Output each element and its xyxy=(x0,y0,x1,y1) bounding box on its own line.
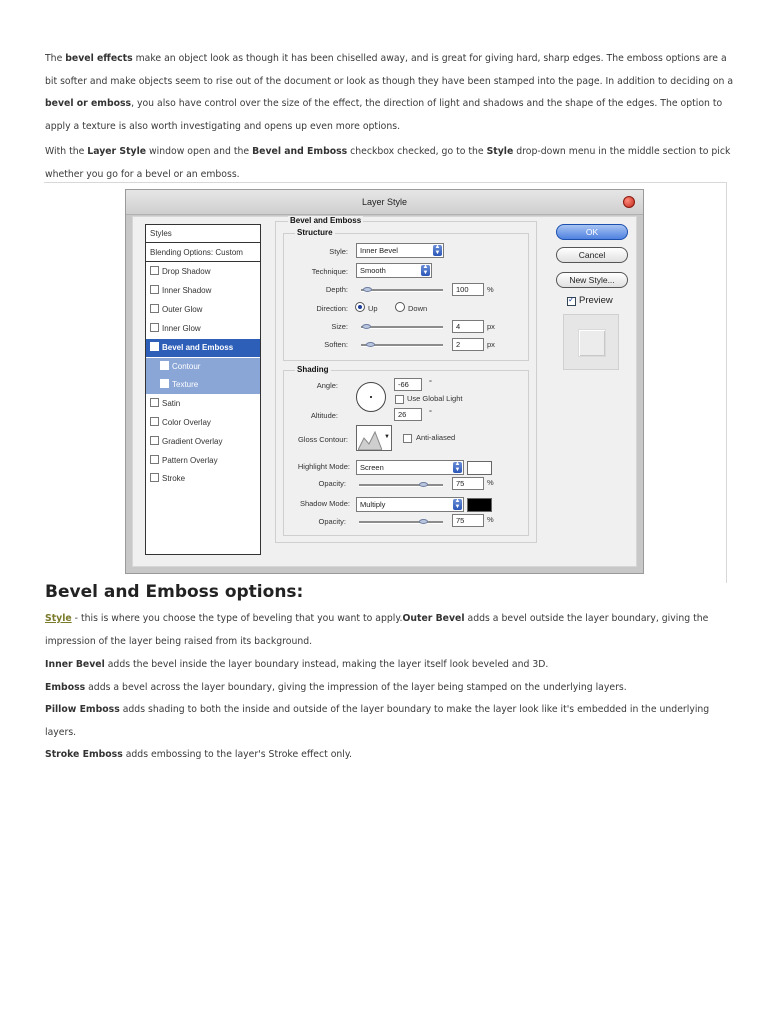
angle-input[interactable]: -66 xyxy=(394,378,422,391)
preview-checkbox[interactable] xyxy=(567,297,576,306)
contour-curve-icon xyxy=(358,426,382,450)
highlight-opacity-thumb[interactable] xyxy=(419,482,428,487)
effect-item-bevel-emboss[interactable]: Bevel and Emboss xyxy=(146,339,260,357)
effect-item-texture[interactable]: Texture xyxy=(146,376,260,394)
checkbox-icon[interactable] xyxy=(150,323,159,332)
highlight-mode-select[interactable]: Screen ▲ ▼ xyxy=(356,460,464,475)
section-title: Bevel and Emboss xyxy=(290,216,362,225)
stroke-emboss-paragraph: Stroke Emboss adds embossing to the layer's Stroke effect only. xyxy=(45,749,352,760)
checkbox-icon[interactable] xyxy=(150,266,159,275)
effect-item-gradient-overlay[interactable]: Gradient Overlay xyxy=(146,433,260,451)
shadow-opacity-thumb[interactable] xyxy=(419,519,428,524)
effect-item-inner-shadow[interactable]: Inner Shadow xyxy=(146,282,260,300)
checkbox-icon[interactable] xyxy=(150,417,159,426)
anti-aliased-checkbox[interactable] xyxy=(403,434,412,443)
global-light-label: Use Global Light xyxy=(407,394,463,403)
technique-select[interactable]: Smooth ▲ ▼ xyxy=(356,263,432,278)
soften-slider-thumb[interactable] xyxy=(366,342,375,347)
pillow-emboss-paragraph: Pillow Emboss adds shading to both the inside and outside of the layer boundary to make the layer look like it's embedded in the underlying layers. xyxy=(45,704,710,738)
text-run: make an object look as though it has been chiselled away, and is great for giving hard, sharp edges. The emboss options are a bit softer and make objects seem to rise out of the document or look as though they have been stamped into the page. In addition to deciding on a xyxy=(45,53,734,87)
text-run: The xyxy=(45,53,66,64)
layer-style-dialog xyxy=(125,189,644,574)
depth-input[interactable]: 100 xyxy=(452,283,484,296)
updown-arrow-icon: ▲ ▼ xyxy=(434,244,441,256)
style-label: Style: xyxy=(329,247,348,256)
updown-arrow-icon: ▲ ▼ xyxy=(422,264,429,276)
effect-item-color-overlay[interactable]: Color Overlay xyxy=(146,414,260,432)
pillow-emboss-term: Pillow Emboss xyxy=(45,704,120,715)
bold-term: bevel or emboss xyxy=(45,98,132,109)
angle-label: Angle: xyxy=(316,381,338,390)
cancel-button[interactable]: Cancel xyxy=(556,247,628,263)
technique-label: Technique: xyxy=(311,267,348,276)
checkbox-checked-icon[interactable] xyxy=(150,342,159,351)
effect-item-outer-glow[interactable]: Outer Glow xyxy=(146,301,260,319)
shadow-opacity-label: Opacity: xyxy=(318,517,346,526)
intro-paragraph-1 xyxy=(45,48,735,138)
effect-item-stroke[interactable]: Stroke xyxy=(146,470,260,488)
direction-label: Direction: xyxy=(316,304,348,313)
bold-term: Style xyxy=(486,146,514,157)
size-input[interactable]: 4 xyxy=(452,320,484,333)
highlight-color-swatch[interactable] xyxy=(467,461,492,475)
outer-bevel-term: Outer Bevel xyxy=(402,613,465,624)
soften-label: Soften: xyxy=(324,340,348,349)
checkbox-icon[interactable] xyxy=(150,473,159,482)
shadow-mode-select[interactable]: Multiply ▲ ▼ xyxy=(356,497,464,512)
emboss-term: Emboss xyxy=(45,682,86,693)
depth-slider[interactable] xyxy=(361,289,443,292)
ok-button[interactable]: OK xyxy=(556,224,628,240)
size-slider-thumb[interactable] xyxy=(362,324,371,329)
effect-item-pattern-overlay[interactable]: Pattern Overlay xyxy=(146,452,260,470)
dropdown-arrow-icon: ▼ xyxy=(384,434,390,440)
preview-label: Preview xyxy=(579,295,613,306)
updown-arrow-icon: ▲ ▼ xyxy=(454,498,461,510)
checkmark-icon: ✓ xyxy=(568,295,575,304)
angle-unit: ° xyxy=(429,378,432,387)
angle-dial[interactable] xyxy=(356,382,386,412)
dialog-body xyxy=(132,216,637,567)
effect-item-contour[interactable]: Contour xyxy=(146,358,260,376)
bold-term: bevel effects xyxy=(65,53,133,64)
emboss-paragraph: Emboss adds a bevel across the layer boundary, giving the impression of the layer being stamped on the underlying layers. xyxy=(45,682,627,693)
checkbox-icon[interactable] xyxy=(150,285,159,294)
shadow-mode-label: Shadow Mode: xyxy=(299,499,350,508)
shadow-color-swatch[interactable] xyxy=(467,498,492,512)
depth-slider-thumb[interactable] xyxy=(363,287,372,292)
soften-unit: px xyxy=(487,340,495,349)
options-heading: Bevel and Emboss options: xyxy=(45,582,304,602)
altitude-unit: ° xyxy=(429,408,432,417)
gloss-contour-picker[interactable] xyxy=(356,425,392,451)
checkbox-icon[interactable] xyxy=(150,398,159,407)
size-unit: px xyxy=(487,322,495,331)
size-label: Size: xyxy=(331,322,348,331)
shading-title: Shading xyxy=(297,365,329,374)
shadow-opacity-unit: % xyxy=(487,515,494,524)
inner-bevel-term: Inner Bevel xyxy=(45,659,105,670)
checkbox-icon[interactable] xyxy=(160,361,169,370)
stroke-emboss-term: Stroke Emboss xyxy=(45,749,123,760)
altitude-input[interactable]: 26 xyxy=(394,408,422,421)
checkbox-icon[interactable] xyxy=(160,379,169,388)
effect-item-satin[interactable]: Satin xyxy=(146,395,260,413)
highlight-opacity-slider[interactable] xyxy=(359,484,443,487)
styles-header[interactable]: Styles xyxy=(146,225,260,243)
inner-bevel-paragraph: Inner Bevel adds the bevel inside the layer boundary instead, making the layer itself look beveled and 3D. xyxy=(45,659,549,670)
text-run: checkbox checked, go to the xyxy=(347,146,487,157)
updown-arrow-icon: ▲ ▼ xyxy=(454,461,461,473)
highlight-opacity-label: Opacity: xyxy=(318,479,346,488)
effect-item-inner-glow[interactable]: Inner Glow xyxy=(146,320,260,338)
text-run: , you also have control over the size of the effect, the direction of light and shadows and the shape of the edges. The option to apply a texture is also worth investigating and opens up even more options. xyxy=(45,98,723,132)
highlight-opacity-input[interactable]: 75 xyxy=(452,477,484,490)
direction-up-radio[interactable] xyxy=(355,302,365,312)
new-style-button[interactable]: New Style... xyxy=(556,272,628,288)
style-link[interactable]: Style xyxy=(45,613,72,624)
direction-down-label: Down xyxy=(408,304,428,313)
blending-options-item[interactable]: Blending Options: Custom xyxy=(146,244,260,262)
direction-down-radio[interactable] xyxy=(395,302,405,312)
preview-swatch xyxy=(578,329,606,357)
effect-item-drop-shadow[interactable]: Drop Shadow xyxy=(146,263,260,281)
checkbox-icon[interactable] xyxy=(150,455,159,464)
size-slider[interactable] xyxy=(361,326,443,329)
anti-aliased-label: Anti-aliased xyxy=(416,433,456,442)
checkbox-icon[interactable] xyxy=(150,304,159,313)
shadow-opacity-slider[interactable] xyxy=(359,521,443,524)
bold-term: Bevel and Emboss xyxy=(252,146,348,157)
text-run: window open and the xyxy=(146,146,253,157)
preview-thumbnail xyxy=(563,314,619,370)
depth-unit: % xyxy=(487,285,494,294)
depth-label: Depth: xyxy=(325,285,348,294)
close-icon[interactable] xyxy=(623,196,635,208)
bold-term: Layer Style xyxy=(87,146,147,157)
style-option-paragraph: Style - this is where you choose the type of beveling that you want to apply.Outer Bevel adds a bevel outside the layer boundary, giving the impression of the layer being raised from its background. xyxy=(45,613,709,647)
highlight-mode-label: Highlight Mode: xyxy=(297,462,350,471)
soften-input[interactable]: 2 xyxy=(452,338,484,351)
gloss-contour-label: Gloss Contour: xyxy=(297,435,348,444)
shadow-opacity-input[interactable]: 75 xyxy=(452,514,484,527)
structure-title: Structure xyxy=(297,228,333,237)
style-select[interactable]: Inner Bevel ▲ ▼ xyxy=(356,243,444,258)
direction-up-label: Up xyxy=(368,304,378,313)
dialog-title: Layer Style xyxy=(126,190,643,215)
highlight-opacity-unit: % xyxy=(487,478,494,487)
text-run: With the xyxy=(45,146,88,157)
global-light-checkbox[interactable] xyxy=(395,395,404,404)
text-run: drop-down menu in the middle section to pick whether you go for a bevel or an emboss. xyxy=(45,146,731,180)
intro-paragraph-2 xyxy=(45,141,735,186)
altitude-label: Altitude: xyxy=(310,411,338,420)
checkbox-icon[interactable] xyxy=(150,436,159,445)
styles-list xyxy=(145,224,261,555)
